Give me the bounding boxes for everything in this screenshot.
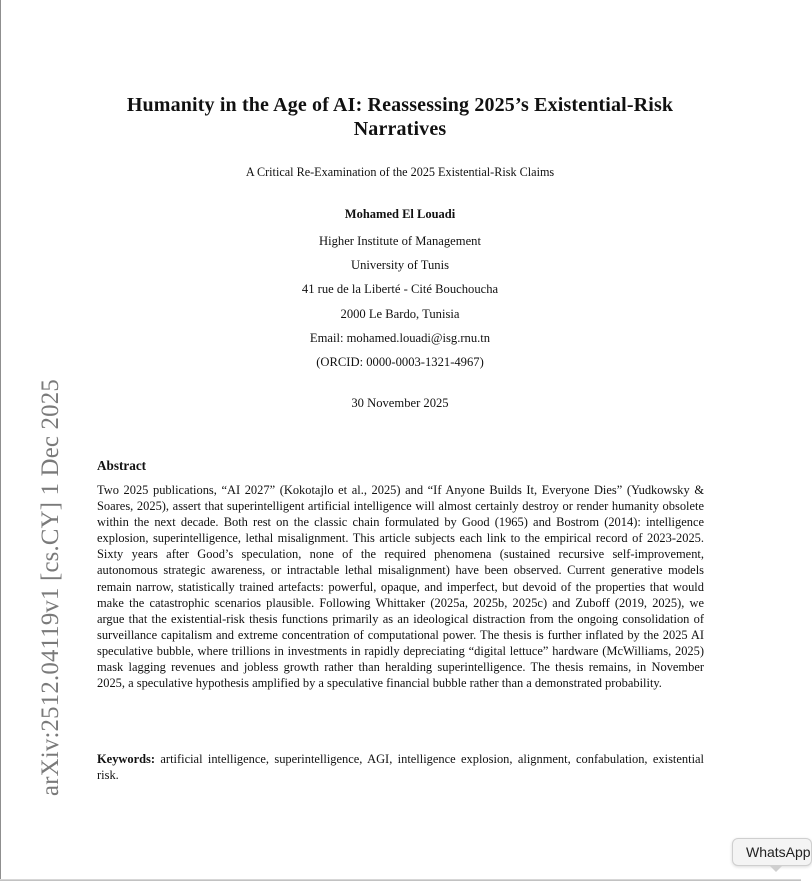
author-name: Mohamed El Louadi xyxy=(344,207,456,221)
arxiv-identifier-stamp: arXiv:2512.04119v1 [cs.CY] 1 Dec 2025 xyxy=(37,379,64,796)
abstract-text: Two 2025 publications, “AI 2027” (Kokotajlo et al., 2025) and “If Anyone Builds It, Everyone Dies” (Yudkowsky & Soares, 2025), assert that superintelligent artificial intelligence will almost certainly destroy or render humanity obsolete within the next decade. Both rest on the classic chain formulated by Good (1965) and Bostrom (2014): intelligence explosion, superintelligence, lethal misalignment. This article subjects each link to the empirical record of 2023-2025. Sixty years after Good’s speculation, none of the required phenomena (sustained recursive self-improvement, autonomous strategic awareness, or intractable lethal misalignment) have been observed. Current generative models remain narrow, statistically trained artefacts: powerful, opaque, and imperfect, but devoid of the properties that would make the catastrophic scenarios plausible. Following Whittaker (2025a, 2025b, 2025c) and Zuboff (2019, 2025), we argue that the existential-risk thesis functions primarily as an ideological distraction from the ongoing consolidation of surveillance capitalism and extreme concentration of computational power. The thesis is further inflated by the 2025 AI speculative bubble, where trillions in investments in rapidly depreciating “digital lettuce” hardware (McWilliams, 2025) mask lagging revenues and jobless growth rather than heralding superintelligence. The thesis remains, in November 2025, a speculative hypothesis amplified by a speculative financial bubble rather than a demonstrated probability. xyxy=(97,483,704,691)
keywords-paragraph xyxy=(97,751,704,783)
keywords-label: Keywords: xyxy=(97,752,156,766)
title-line-1: Humanity in the Age of AI: Reassessing 2025’s Existential-Risk xyxy=(126,94,674,116)
paper-subtitle: A Critical Re-Examination of the 2025 Existential-Risk Claims xyxy=(245,165,555,179)
affiliation-email: Email: mohamed.louadi@isg.rnu.tn xyxy=(309,330,491,345)
affiliation-institute: Higher Institute of Management xyxy=(319,234,481,248)
page-left-edge xyxy=(0,0,1,881)
affiliation-university: University of Tunis xyxy=(351,258,449,273)
title-line-2: Narratives xyxy=(353,118,447,140)
abstract-heading: Abstract xyxy=(97,458,147,473)
affiliation-orcid: (ORCID: 0000-0003-1321-4967) xyxy=(316,355,484,370)
tooltip-pointer xyxy=(769,865,783,872)
affiliation-city: 2000 Le Bardo, Tunisia xyxy=(340,306,460,321)
paper-title xyxy=(96,93,704,141)
author-affiliation xyxy=(96,229,704,374)
whatsapp-tab-tooltip[interactable]: WhatsApp xyxy=(732,838,812,866)
paper-date: 30 November 2025 xyxy=(351,396,449,410)
keywords-list: artificial intelligence, superintelligence, AGI, intelligence explosion, alignment, confabulation, existential risk. xyxy=(97,752,704,783)
affiliation-street: 41 rue de la Liberté - Cité Bouchoucha xyxy=(301,282,499,297)
